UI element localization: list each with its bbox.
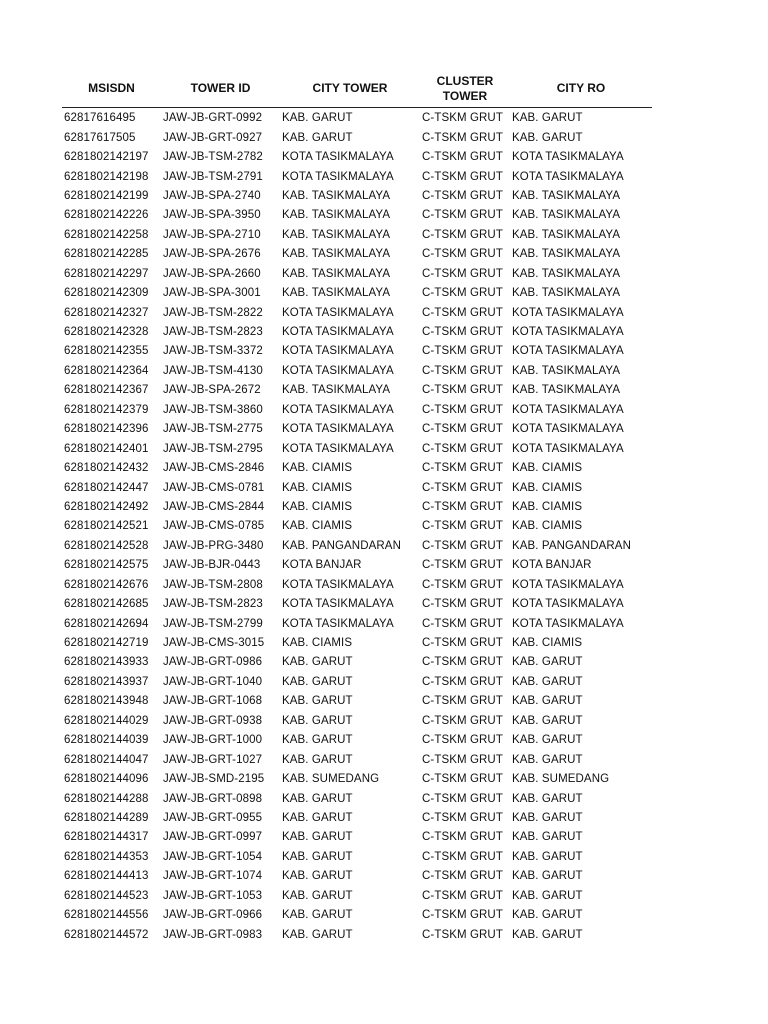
table-row xyxy=(62,653,652,672)
table-row xyxy=(62,692,652,711)
city-ro-cell: KAB. CIAMIS xyxy=(512,520,583,533)
cluster-tower-cell: C-TSKM GRUT xyxy=(422,734,503,747)
msisdn-cell: 6281802144572 xyxy=(64,928,149,941)
table-row xyxy=(62,226,652,245)
cluster-tower-cell: C-TSKM GRUT xyxy=(422,131,503,144)
msisdn-cell: 6281802142327 xyxy=(64,306,149,319)
city-tower-cell: KOTA TASIKMALAYA xyxy=(282,345,394,358)
cluster-tower-cell: C-TSKM GRUT xyxy=(422,675,503,688)
city-ro-cell: KAB. GARUT xyxy=(512,753,583,766)
table-row xyxy=(62,439,652,458)
table-row xyxy=(62,537,652,556)
msisdn-cell: 6281802143948 xyxy=(64,695,149,708)
city-ro-cell: KAB. GARUT xyxy=(512,850,583,863)
msisdn-cell: 6281802144289 xyxy=(64,811,149,824)
cluster-tower-cell: C-TSKM GRUT xyxy=(422,870,503,883)
city-ro-cell: KAB. TASIKMALAYA xyxy=(512,287,621,300)
cluster-tower-cell: C-TSKM GRUT xyxy=(422,481,503,494)
msisdn-cell: 6281802142226 xyxy=(64,209,149,222)
cluster-tower-cell: C-TSKM GRUT xyxy=(422,811,503,824)
city-tower-cell: KAB. GARUT xyxy=(282,909,353,922)
msisdn-cell: 6281802144096 xyxy=(64,773,149,786)
cluster-tower-cell: C-TSKM GRUT xyxy=(422,753,503,766)
tower-id-cell: JAW-JB-CMS-3015 xyxy=(163,637,265,650)
cluster-tower-cell: C-TSKM GRUT xyxy=(422,773,503,786)
city-tower-cell: KOTA TASIKMALAYA xyxy=(282,423,394,436)
city-ro-cell: KAB. GARUT xyxy=(512,131,583,144)
city-tower-cell: KAB. GARUT xyxy=(282,112,353,125)
city-ro-cell: KAB. GARUT xyxy=(512,831,583,844)
cluster-tower-cell: C-TSKM GRUT xyxy=(422,462,503,475)
msisdn-cell: 6281802142309 xyxy=(64,287,149,300)
city-ro-cell: KAB. GARUT xyxy=(512,695,583,708)
tower-id-cell: JAW-JB-SPA-2672 xyxy=(163,384,261,397)
city-tower-cell: KOTA TASIKMALAYA xyxy=(282,578,394,591)
table-row xyxy=(62,517,652,536)
cluster-tower-cell: C-TSKM GRUT xyxy=(422,170,503,183)
table-row xyxy=(62,614,652,633)
city-ro-cell: KOTA TASIKMALAYA xyxy=(512,617,624,630)
tower-id-cell: JAW-JB-GRT-0927 xyxy=(163,131,263,144)
table-row xyxy=(62,731,652,750)
city-tower-cell: KAB. GARUT xyxy=(282,714,353,727)
city-tower-cell: KAB. TASIKMALAYA xyxy=(282,209,391,222)
table-row xyxy=(62,750,652,769)
table-row xyxy=(62,770,652,789)
cluster-tower-cell: C-TSKM GRUT xyxy=(422,617,503,630)
table-row xyxy=(62,401,652,420)
city-ro-cell: KAB. CIAMIS xyxy=(512,481,583,494)
city-ro-cell: KOTA TASIKMALAYA xyxy=(512,151,624,164)
city-ro-cell: KOTA TASIKMALAYA xyxy=(512,423,624,436)
city-ro-cell: KAB. TASIKMALAYA xyxy=(512,267,621,280)
table-row xyxy=(62,809,652,828)
city-tower-cell: KOTA TASIKMALAYA xyxy=(282,170,394,183)
tower-id-cell: JAW-JB-SPA-2676 xyxy=(163,248,261,261)
cluster-tower-cell: C-TSKM GRUT xyxy=(422,306,503,319)
table-row xyxy=(62,867,652,886)
cluster-tower-cell: C-TSKM GRUT xyxy=(422,909,503,922)
city-tower-cell: KAB. GARUT xyxy=(282,675,353,688)
city-tower-cell: KAB. GARUT xyxy=(282,131,353,144)
header-msisdn: MSISDN xyxy=(62,70,161,108)
header-city-ro: CITY RO xyxy=(510,70,652,108)
city-tower-cell: KAB. GARUT xyxy=(282,734,353,747)
tower-id-cell: JAW-JB-TSM-2822 xyxy=(163,306,263,319)
city-ro-cell: KAB. GARUT xyxy=(512,889,583,902)
table-row xyxy=(62,245,652,264)
city-ro-cell: KOTA TASIKMALAYA xyxy=(512,170,624,183)
city-tower-cell: KAB. GARUT xyxy=(282,850,353,863)
tower-id-cell: JAW-JB-CMS-2846 xyxy=(163,462,265,475)
city-tower-cell: KAB. CIAMIS xyxy=(282,462,353,475)
msisdn-cell: 6281802142694 xyxy=(64,617,149,630)
msisdn-cell: 6281802142528 xyxy=(64,539,149,552)
table-row xyxy=(62,420,652,439)
cluster-tower-cell: C-TSKM GRUT xyxy=(422,442,503,455)
table-row xyxy=(62,303,652,322)
city-tower-cell: KAB. GARUT xyxy=(282,792,353,805)
cluster-tower-cell: C-TSKM GRUT xyxy=(422,539,503,552)
tower-id-cell: JAW-JB-CMS-0781 xyxy=(163,481,265,494)
city-tower-cell: KAB. GARUT xyxy=(282,831,353,844)
cluster-tower-cell: C-TSKM GRUT xyxy=(422,326,503,339)
cluster-tower-cell: C-TSKM GRUT xyxy=(422,228,503,241)
table-row xyxy=(62,459,652,478)
table-row xyxy=(62,323,652,342)
tower-table xyxy=(62,70,652,945)
table-row xyxy=(62,576,652,595)
header-cluster-line2: TOWER xyxy=(442,88,488,103)
city-tower-cell: KAB. GARUT xyxy=(282,656,353,669)
msisdn-cell: 6281802142197 xyxy=(64,151,149,164)
city-ro-cell: KAB. GARUT xyxy=(512,675,583,688)
cluster-tower-cell: C-TSKM GRUT xyxy=(422,695,503,708)
tower-id-cell: JAW-JB-SPA-2710 xyxy=(163,228,261,241)
msisdn-cell: 6281802142685 xyxy=(64,598,149,611)
city-ro-cell: KAB. TASIKMALAYA xyxy=(512,384,621,397)
cluster-tower-cell: C-TSKM GRUT xyxy=(422,637,503,650)
tower-id-cell: JAW-JB-TSM-4130 xyxy=(163,364,263,377)
cluster-tower-cell: C-TSKM GRUT xyxy=(422,287,503,300)
city-tower-cell: KAB. GARUT xyxy=(282,695,353,708)
tower-id-cell: JAW-JB-GRT-0898 xyxy=(163,792,263,805)
tower-id-cell: JAW-JB-CMS-0785 xyxy=(163,520,265,533)
cluster-tower-cell: C-TSKM GRUT xyxy=(422,364,503,377)
cluster-tower-cell: C-TSKM GRUT xyxy=(422,831,503,844)
table-row xyxy=(62,478,652,497)
city-ro-cell: KAB. PANGANDARAN xyxy=(512,539,631,552)
tower-id-cell: JAW-JB-TSM-3860 xyxy=(163,403,263,416)
msisdn-cell: 6281802142719 xyxy=(64,637,149,650)
cluster-tower-cell: C-TSKM GRUT xyxy=(422,850,503,863)
tower-id-cell: JAW-JB-GRT-0938 xyxy=(163,714,263,727)
msisdn-cell: 6281802142676 xyxy=(64,578,149,591)
city-ro-cell: KAB. GARUT xyxy=(512,909,583,922)
city-ro-cell: KAB. GARUT xyxy=(512,870,583,883)
table-row xyxy=(62,265,652,284)
table-row xyxy=(62,789,652,808)
table-row xyxy=(62,284,652,303)
tower-data-sheet xyxy=(62,70,652,945)
msisdn-cell: 6281802142198 xyxy=(64,170,149,183)
msisdn-cell: 6281802144353 xyxy=(64,850,149,863)
table-body xyxy=(62,108,652,945)
msisdn-cell: 6281802144047 xyxy=(64,753,149,766)
cluster-tower-cell: C-TSKM GRUT xyxy=(422,151,503,164)
msisdn-cell: 6281802142258 xyxy=(64,228,149,241)
tower-id-cell: JAW-JB-TSM-2795 xyxy=(163,442,263,455)
city-ro-cell: KAB. TASIKMALAYA xyxy=(512,364,621,377)
msisdn-cell: 6281802144288 xyxy=(64,792,149,805)
msisdn-cell: 6281802142199 xyxy=(64,189,149,202)
table-row xyxy=(62,148,652,167)
city-tower-cell: KAB. TASIKMALAYA xyxy=(282,228,391,241)
cluster-tower-cell: C-TSKM GRUT xyxy=(422,889,503,902)
cluster-tower-cell: C-TSKM GRUT xyxy=(422,578,503,591)
city-ro-cell: KAB. GARUT xyxy=(512,714,583,727)
msisdn-cell: 62817616495 xyxy=(64,112,136,125)
msisdn-cell: 6281802142521 xyxy=(64,520,149,533)
city-tower-cell: KOTA TASIKMALAYA xyxy=(282,403,394,416)
table-row xyxy=(62,887,652,906)
tower-id-cell: JAW-JB-PRG-3480 xyxy=(163,539,264,552)
tower-id-cell: JAW-JB-GRT-1074 xyxy=(163,870,263,883)
city-tower-cell: KAB. GARUT xyxy=(282,870,353,883)
table-header xyxy=(62,70,652,108)
city-tower-cell: KAB. CIAMIS xyxy=(282,520,353,533)
city-ro-cell: KAB. TASIKMALAYA xyxy=(512,189,621,202)
msisdn-cell: 6281802142432 xyxy=(64,462,149,475)
city-tower-cell: KOTA TASIKMALAYA xyxy=(282,151,394,164)
tower-id-cell: JAW-JB-GRT-1027 xyxy=(163,753,263,766)
tower-id-cell: JAW-JB-SMD-2195 xyxy=(163,773,265,786)
table-row xyxy=(62,828,652,847)
city-tower-cell: KAB. GARUT xyxy=(282,811,353,824)
msisdn-cell: 6281802142492 xyxy=(64,500,149,513)
city-ro-cell: KAB. TASIKMALAYA xyxy=(512,209,621,222)
table-row xyxy=(62,381,652,400)
cluster-tower-cell: C-TSKM GRUT xyxy=(422,714,503,727)
msisdn-cell: 6281802142575 xyxy=(64,559,149,572)
msisdn-cell: 6281802144317 xyxy=(64,831,149,844)
city-tower-cell: KAB. TASIKMALAYA xyxy=(282,189,391,202)
city-tower-cell: KAB. GARUT xyxy=(282,753,353,766)
cluster-tower-cell: C-TSKM GRUT xyxy=(422,248,503,261)
table-row xyxy=(62,187,652,206)
tower-id-cell: JAW-JB-TSM-2791 xyxy=(163,170,263,183)
tower-id-cell: JAW-JB-GRT-0997 xyxy=(163,831,263,844)
tower-id-cell: JAW-JB-TSM-2823 xyxy=(163,598,263,611)
header-cluster-line1: CLUSTER xyxy=(436,73,494,88)
cluster-tower-cell: C-TSKM GRUT xyxy=(422,267,503,280)
city-ro-cell: KOTA TASIKMALAYA xyxy=(512,598,624,611)
city-ro-cell: KAB. GARUT xyxy=(512,112,583,125)
cluster-tower-cell: C-TSKM GRUT xyxy=(422,928,503,941)
city-tower-cell: KAB. GARUT xyxy=(282,889,353,902)
table-row xyxy=(62,342,652,361)
cluster-tower-cell: C-TSKM GRUT xyxy=(422,520,503,533)
table-row xyxy=(62,673,652,692)
city-tower-cell: KOTA TASIKMALAYA xyxy=(282,326,394,339)
tower-id-cell: JAW-JB-GRT-1068 xyxy=(163,695,263,708)
header-city-tower: CITY TOWER xyxy=(280,70,420,108)
msisdn-cell: 6281802142401 xyxy=(64,442,149,455)
msisdn-cell: 6281802142328 xyxy=(64,326,149,339)
msisdn-cell: 6281802144039 xyxy=(64,734,149,747)
table-row xyxy=(62,906,652,925)
city-tower-cell: KOTA TASIKMALAYA xyxy=(282,306,394,319)
header-cluster-tower xyxy=(420,70,510,108)
msisdn-cell: 6281802142379 xyxy=(64,403,149,416)
tower-id-cell: JAW-JB-TSM-2775 xyxy=(163,423,263,436)
city-tower-cell: KAB. PANGANDARAN xyxy=(282,539,401,552)
city-tower-cell: KOTA TASIKMALAYA xyxy=(282,617,394,630)
city-tower-cell: KAB. CIAMIS xyxy=(282,481,353,494)
cluster-tower-cell: C-TSKM GRUT xyxy=(422,189,503,202)
city-tower-cell: KOTA TASIKMALAYA xyxy=(282,364,394,377)
tower-id-cell: JAW-JB-SPA-2660 xyxy=(163,267,261,280)
msisdn-cell: 6281802142297 xyxy=(64,267,149,280)
cluster-tower-cell: C-TSKM GRUT xyxy=(422,403,503,416)
city-ro-cell: KAB. GARUT xyxy=(512,792,583,805)
cluster-tower-cell: C-TSKM GRUT xyxy=(422,384,503,397)
city-ro-cell: KAB. CIAMIS xyxy=(512,637,583,650)
city-ro-cell: KOTA TASIKMALAYA xyxy=(512,306,624,319)
tower-id-cell: JAW-JB-CMS-2844 xyxy=(163,500,265,513)
header-tower-id: TOWER ID xyxy=(161,70,280,108)
city-tower-cell: KOTA BANJAR xyxy=(282,559,362,572)
tower-id-cell: JAW-JB-TSM-2808 xyxy=(163,578,263,591)
tower-id-cell: JAW-JB-GRT-0983 xyxy=(163,928,263,941)
city-ro-cell: KAB. CIAMIS xyxy=(512,462,583,475)
tower-id-cell: JAW-JB-GRT-1040 xyxy=(163,675,263,688)
city-ro-cell: KAB. SUMEDANG xyxy=(512,773,610,786)
tower-id-cell: JAW-JB-TSM-2823 xyxy=(163,326,263,339)
city-tower-cell: KAB. TASIKMALAYA xyxy=(282,267,391,280)
city-ro-cell: KOTA BANJAR xyxy=(512,559,592,572)
msisdn-cell: 6281802142364 xyxy=(64,364,149,377)
cluster-tower-cell: C-TSKM GRUT xyxy=(422,500,503,513)
tower-id-cell: JAW-JB-TSM-3372 xyxy=(163,345,263,358)
table-row xyxy=(62,848,652,867)
table-row xyxy=(62,206,652,225)
cluster-tower-cell: C-TSKM GRUT xyxy=(422,112,503,125)
header-row xyxy=(62,70,652,108)
msisdn-cell: 6281802142285 xyxy=(64,248,149,261)
city-ro-cell: KAB. TASIKMALAYA xyxy=(512,228,621,241)
tower-id-cell: JAW-JB-SPA-2740 xyxy=(163,189,261,202)
table-row xyxy=(62,925,652,944)
msisdn-cell: 6281802142355 xyxy=(64,345,149,358)
city-tower-cell: KAB. CIAMIS xyxy=(282,500,353,513)
city-ro-cell: KAB. TASIKMALAYA xyxy=(512,248,621,261)
city-ro-cell: KOTA TASIKMALAYA xyxy=(512,578,624,591)
cluster-tower-cell: C-TSKM GRUT xyxy=(422,423,503,436)
tower-id-cell: JAW-JB-GRT-0992 xyxy=(163,112,263,125)
tower-id-cell: JAW-JB-TSM-2782 xyxy=(163,151,263,164)
table-row xyxy=(62,167,652,186)
tower-id-cell: JAW-JB-GRT-1054 xyxy=(163,850,263,863)
tower-id-cell: JAW-JB-GRT-1000 xyxy=(163,734,263,747)
cluster-tower-cell: C-TSKM GRUT xyxy=(422,345,503,358)
table-row xyxy=(62,634,652,653)
city-ro-cell: KAB. CIAMIS xyxy=(512,500,583,513)
msisdn-cell: 6281802144523 xyxy=(64,889,149,902)
city-ro-cell: KAB. GARUT xyxy=(512,811,583,824)
table-row xyxy=(62,556,652,575)
tower-id-cell: JAW-JB-BJR-0443 xyxy=(163,559,261,572)
cluster-tower-cell: C-TSKM GRUT xyxy=(422,559,503,572)
msisdn-cell: 6281802142367 xyxy=(64,384,149,397)
city-ro-cell: KOTA TASIKMALAYA xyxy=(512,345,624,358)
tower-id-cell: JAW-JB-GRT-0955 xyxy=(163,811,263,824)
table-row xyxy=(62,108,652,129)
city-tower-cell: KOTA TASIKMALAYA xyxy=(282,442,394,455)
msisdn-cell: 6281802144413 xyxy=(64,870,149,883)
city-tower-cell: KAB. SUMEDANG xyxy=(282,773,380,786)
table-row xyxy=(62,498,652,517)
cluster-tower-cell: C-TSKM GRUT xyxy=(422,792,503,805)
city-tower-cell: KAB. CIAMIS xyxy=(282,637,353,650)
msisdn-cell: 62817617505 xyxy=(64,131,136,144)
msisdn-cell: 6281802143933 xyxy=(64,656,149,669)
msisdn-cell: 6281802142447 xyxy=(64,481,149,494)
msisdn-cell: 6281802144029 xyxy=(64,714,149,727)
table-row xyxy=(62,128,652,147)
table-row xyxy=(62,712,652,731)
cluster-tower-cell: C-TSKM GRUT xyxy=(422,656,503,669)
tower-id-cell: JAW-JB-GRT-1053 xyxy=(163,889,263,902)
city-ro-cell: KAB. GARUT xyxy=(512,656,583,669)
tower-id-cell: JAW-JB-SPA-3950 xyxy=(163,209,261,222)
city-tower-cell: KAB. TASIKMALAYA xyxy=(282,384,391,397)
msisdn-cell: 6281802142396 xyxy=(64,423,149,436)
city-tower-cell: KAB. GARUT xyxy=(282,928,353,941)
city-ro-cell: KOTA TASIKMALAYA xyxy=(512,403,624,416)
tower-id-cell: JAW-JB-GRT-0986 xyxy=(163,656,263,669)
msisdn-cell: 6281802144556 xyxy=(64,909,149,922)
tower-id-cell: JAW-JB-SPA-3001 xyxy=(163,287,261,300)
msisdn-cell: 6281802143937 xyxy=(64,675,149,688)
tower-id-cell: JAW-JB-TSM-2799 xyxy=(163,617,263,630)
cluster-tower-cell: C-TSKM GRUT xyxy=(422,209,503,222)
cluster-tower-cell: C-TSKM GRUT xyxy=(422,598,503,611)
table-row xyxy=(62,362,652,381)
city-ro-cell: KAB. GARUT xyxy=(512,734,583,747)
city-ro-cell: KOTA TASIKMALAYA xyxy=(512,442,624,455)
city-tower-cell: KOTA TASIKMALAYA xyxy=(282,598,394,611)
tower-id-cell: JAW-JB-GRT-0966 xyxy=(163,909,263,922)
city-ro-cell: KAB. GARUT xyxy=(512,928,583,941)
city-ro-cell: KOTA TASIKMALAYA xyxy=(512,326,624,339)
city-tower-cell: KAB. TASIKMALAYA xyxy=(282,248,391,261)
city-tower-cell: KAB. TASIKMALAYA xyxy=(282,287,391,300)
table-row xyxy=(62,595,652,614)
